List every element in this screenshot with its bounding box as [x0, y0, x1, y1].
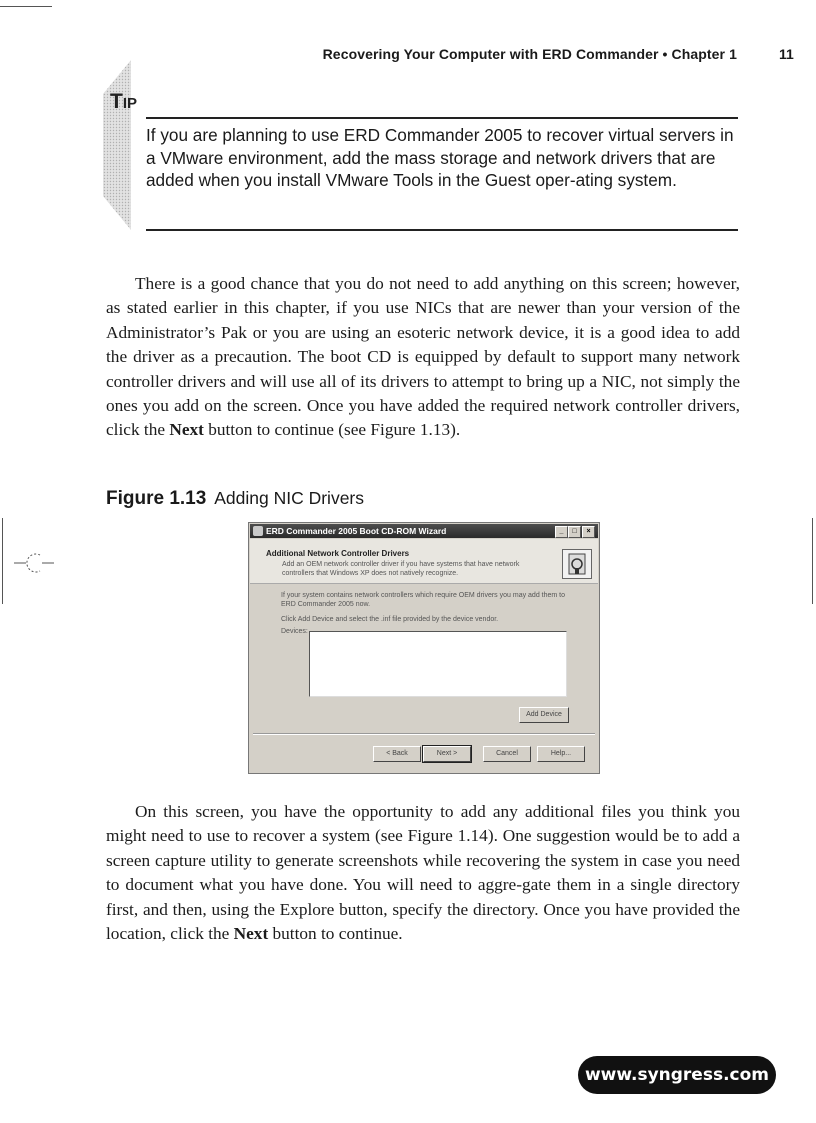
dialog-header-title: Additional Network Controller Drivers — [266, 549, 410, 558]
body-paragraph-1 — [106, 272, 740, 443]
app-icon — [253, 526, 263, 536]
tip-rule-top — [146, 117, 738, 119]
devices-list[interactable] — [309, 631, 567, 697]
publisher-url-badge: www.syngress.com — [578, 1056, 776, 1094]
dialog-info-text: If your system contains network controllers which require OEM drivers you may add them to ERD Commander 2005 now. — [281, 592, 565, 608]
para1-text-start: There is a good chance that you do not need to add anything on this screen; however, as stated earlier in this chapter, if you use NICs that are newer than your version of the Administrator’s Pak or you are using an esoteric network device, it is a good idea to add the driver as a precaution. The boot CD is equipped by default to support many network controller drivers and will use all of its drivers to attempt to bring up a NIC, not simply the ones you add on the screen. Once you have added the required network controller drivers, click the — [106, 274, 740, 440]
para2-text-start: On this screen, you have the opportunity to add any additional files you think you might need to use to recover a system (see Figure 1.14). One suggestion would be to add a screen capture utility to generate screenshots while recovering the system in case you need to document what you have done. You will need to aggre-gate them in a single directory first, and then, using the Explore button, specify the directory. Once you have provided the location, click the — [106, 802, 740, 944]
cancel-button[interactable]: Cancel — [483, 746, 531, 762]
para1-text-end: button to continue (see Figure 1.13). — [203, 420, 461, 440]
figure-title: Adding NIC Drivers — [214, 488, 365, 508]
tip-rule-bottom — [146, 229, 738, 231]
page-number: 11 — [779, 46, 794, 62]
body-paragraph-2 — [106, 800, 740, 946]
figure-number: Figure 1.13 — [106, 488, 207, 509]
tip-label-initial: T — [110, 90, 123, 113]
para2-text-end: button to continue. — [268, 924, 403, 944]
dialog-header-description: Add an OEM network controller driver if you have systems that have network controllers that Windows XP does not natively recognize. — [282, 561, 520, 577]
dialog-separator — [253, 733, 595, 735]
maximize-icon[interactable]: □ — [568, 526, 581, 538]
tip-label-rest: IP — [122, 95, 138, 112]
para1-bold-next: Next — [169, 420, 204, 440]
para2-bold-next: Next — [233, 924, 269, 944]
wizard-dialog-screenshot — [248, 522, 600, 774]
add-device-button[interactable]: Add Device — [519, 707, 569, 723]
running-head: Recovering Your Computer with ERD Commander • Chapter 1 — [322, 46, 737, 62]
back-button[interactable]: < Back — [373, 746, 421, 762]
help-button[interactable]: Help... — [537, 746, 585, 762]
wizard-icon — [562, 549, 592, 579]
tip-tab-shape — [103, 60, 133, 230]
tip-label — [110, 90, 137, 114]
dialog-titlebar — [250, 524, 598, 538]
crop-mark-left — [2, 518, 3, 604]
tip-text: If you are planning to use ERD Commander 2005 to recover virtual servers in a VMware environment, add the mass storage and network drivers that are added when you install VMware Tools in the Guest oper-ating system. — [146, 125, 734, 190]
devices-label: Devices: — [281, 628, 308, 635]
crop-mark-right — [812, 518, 813, 604]
minimize-icon[interactable]: _ — [555, 526, 568, 538]
dialog-header — [250, 539, 598, 584]
crop-mark-top — [0, 6, 52, 7]
close-icon[interactable]: × — [582, 526, 595, 538]
registration-mark-icon — [14, 550, 54, 576]
next-button[interactable]: Next > — [423, 746, 471, 762]
dialog-title: ERD Commander 2005 Boot CD-ROM Wizard — [266, 526, 447, 536]
figure-caption — [106, 488, 364, 510]
dialog-instruction-text: Click Add Device and select the .inf file provided by the device vendor. — [281, 616, 499, 623]
